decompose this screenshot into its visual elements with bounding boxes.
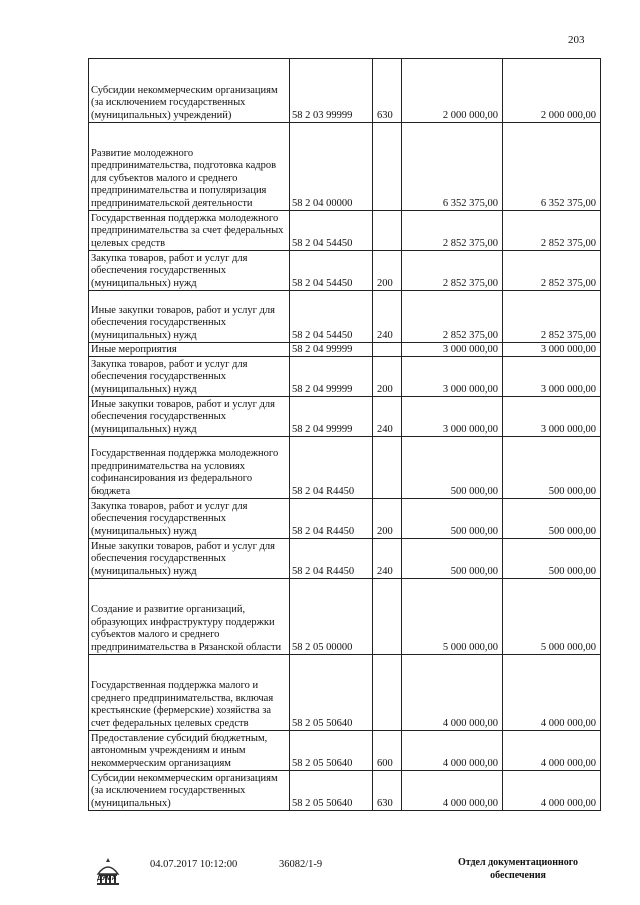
row-value1-cell: 4 000 000,00 [402, 771, 503, 811]
row-code-cell: 58 2 04 00000 [290, 123, 373, 211]
row-value1-cell: 4 000 000,00 [402, 731, 503, 771]
row-value2-cell: 4 000 000,00 [503, 731, 601, 771]
row-type-cell [373, 123, 402, 211]
row-name-cell: Развитие молодежного предпринимательства, подготовка кадров для субъектов малого и среднего предпринимательства и популяризация предпринимательской деятельности [89, 123, 290, 211]
page-number: 203 [568, 34, 585, 46]
row-code-cell: 58 2 04 99999 [290, 357, 373, 397]
row-name-cell: Государственная поддержка молодежного предпринимательства за счет федеральных целевых средств [89, 211, 290, 251]
row-code-cell: 58 2 04 54450 [290, 251, 373, 291]
table-row [89, 539, 601, 579]
row-value2-cell: 2 000 000,00 [503, 59, 601, 123]
table-row [89, 731, 601, 771]
row-value1-cell: 3 000 000,00 [402, 357, 503, 397]
row-type-cell [373, 579, 402, 655]
table-row [89, 397, 601, 437]
row-value2-cell: 4 000 000,00 [503, 655, 601, 731]
row-type-cell [373, 655, 402, 731]
row-name-cell: Иные закупки товаров, работ и услуг для обеспечения государственных (муниципальных) нужд [89, 397, 290, 437]
row-name-cell: Субсидии некоммерческим организациям (за исключением государственных (муниципальных) [89, 771, 290, 811]
row-type-cell: 240 [373, 397, 402, 437]
row-name-cell: Иные мероприятия [89, 343, 290, 357]
table-row [89, 211, 601, 251]
row-value1-cell: 500 000,00 [402, 437, 503, 499]
row-name-cell: Иные закупки товаров, работ и услуг для обеспечения государственных (муниципальных) нужд [89, 539, 290, 579]
footer-doc-number: 36082/1-9 [279, 859, 323, 870]
row-value1-cell: 6 352 375,00 [402, 123, 503, 211]
row-name-cell: Государственная поддержка малого и среднего предпринимательства, включая крестьянские (фермерские) хозяйства за счет федеральных целевых средств [89, 655, 290, 731]
row-type-cell: 630 [373, 771, 402, 811]
row-value1-cell: 500 000,00 [402, 499, 503, 539]
row-value1-cell: 3 000 000,00 [402, 397, 503, 437]
table-row [89, 499, 601, 539]
row-name-cell: Закупка товаров, работ и услуг для обеспечения государственных (муниципальных) нужд [89, 499, 290, 539]
row-code-cell: 58 2 04 54450 [290, 211, 373, 251]
row-value1-cell: 4 000 000,00 [402, 655, 503, 731]
row-value2-cell: 3 000 000,00 [503, 397, 601, 437]
row-type-cell [373, 211, 402, 251]
row-value2-cell: 500 000,00 [503, 499, 601, 539]
row-name-cell: Субсидии некоммерческим организациям (за исключением государственных (муниципальных) учреждений) [89, 59, 290, 123]
row-type-cell: 200 [373, 499, 402, 539]
table-row [89, 343, 601, 357]
row-name-cell: Закупка товаров, работ и услуг для обеспечения государственных (муниципальных) нужд [89, 357, 290, 397]
row-code-cell: 58 2 05 50640 [290, 655, 373, 731]
row-value2-cell: 6 352 375,00 [503, 123, 601, 211]
row-type-cell: 200 [373, 251, 402, 291]
row-name-cell: Создание и развитие организаций, образующих инфраструктуру поддержки субъектов малого и среднего предпринимательства в Рязанской области [89, 579, 290, 655]
row-value2-cell: 4 000 000,00 [503, 771, 601, 811]
row-value1-cell: 2 852 375,00 [402, 291, 503, 343]
row-code-cell: 58 2 04 99999 [290, 397, 373, 437]
row-value1-cell: 2 852 375,00 [402, 251, 503, 291]
budget-table-body [89, 59, 601, 811]
row-type-cell [373, 437, 402, 499]
table-row [89, 771, 601, 811]
row-value1-cell: 500 000,00 [402, 539, 503, 579]
row-value2-cell: 3 000 000,00 [503, 357, 601, 397]
row-type-cell: 240 [373, 539, 402, 579]
row-value2-cell: 500 000,00 [503, 437, 601, 499]
budget-table [88, 58, 601, 811]
row-code-cell: 58 2 04 R4450 [290, 499, 373, 539]
table-row [89, 655, 601, 731]
row-code-cell: 58 2 05 00000 [290, 579, 373, 655]
table-row [89, 59, 601, 123]
row-type-cell: 630 [373, 59, 402, 123]
row-value2-cell: 5 000 000,00 [503, 579, 601, 655]
table-row [89, 579, 601, 655]
row-code-cell: 58 2 04 99999 [290, 343, 373, 357]
row-name-cell: Предоставление субсидий бюджетным, автономным учреждениям и иным некоммерческим организациям [89, 731, 290, 771]
row-value2-cell: 2 852 375,00 [503, 211, 601, 251]
row-value2-cell: 2 852 375,00 [503, 291, 601, 343]
row-code-cell: 58 2 05 50640 [290, 771, 373, 811]
row-name-cell: Иные закупки товаров, работ и услуг для обеспечения государственных (муниципальных) нужд [89, 291, 290, 343]
row-code-cell: 58 2 04 R4450 [290, 437, 373, 499]
row-value1-cell: 5 000 000,00 [402, 579, 503, 655]
department-line-2: обеспечения [490, 870, 546, 881]
duma-emblem-icon [88, 856, 128, 890]
row-code-cell: 58 2 04 54450 [290, 291, 373, 343]
row-code-cell: 58 2 03 99999 [290, 59, 373, 123]
row-type-cell: 600 [373, 731, 402, 771]
row-type-cell: 200 [373, 357, 402, 397]
table-row [89, 291, 601, 343]
footer-department [448, 856, 588, 882]
table-row [89, 357, 601, 397]
footer-timestamp: 04.07.2017 10:12:00 [150, 859, 238, 870]
row-value2-cell: 2 852 375,00 [503, 251, 601, 291]
table-row [89, 251, 601, 291]
row-value1-cell: 2 852 375,00 [402, 211, 503, 251]
row-value1-cell: 2 000 000,00 [402, 59, 503, 123]
row-type-cell: 240 [373, 291, 402, 343]
row-name-cell: Закупка товаров, работ и услуг для обеспечения государственных (муниципальных) нужд [89, 251, 290, 291]
table-row [89, 437, 601, 499]
row-code-cell: 58 2 05 50640 [290, 731, 373, 771]
row-code-cell: 58 2 04 R4450 [290, 539, 373, 579]
footer [0, 856, 640, 896]
row-value2-cell: 3 000 000,00 [503, 343, 601, 357]
row-value2-cell: 500 000,00 [503, 539, 601, 579]
table-row [89, 123, 601, 211]
department-line-1: Отдел документационного [457, 857, 579, 868]
logo-text: ДУМА [97, 876, 117, 882]
row-name-cell: Государственная поддержка молодежного предпринимательства на условиях софинансирования из федерального бюджета [89, 437, 290, 499]
row-value1-cell: 3 000 000,00 [402, 343, 503, 357]
row-type-cell [373, 343, 402, 357]
